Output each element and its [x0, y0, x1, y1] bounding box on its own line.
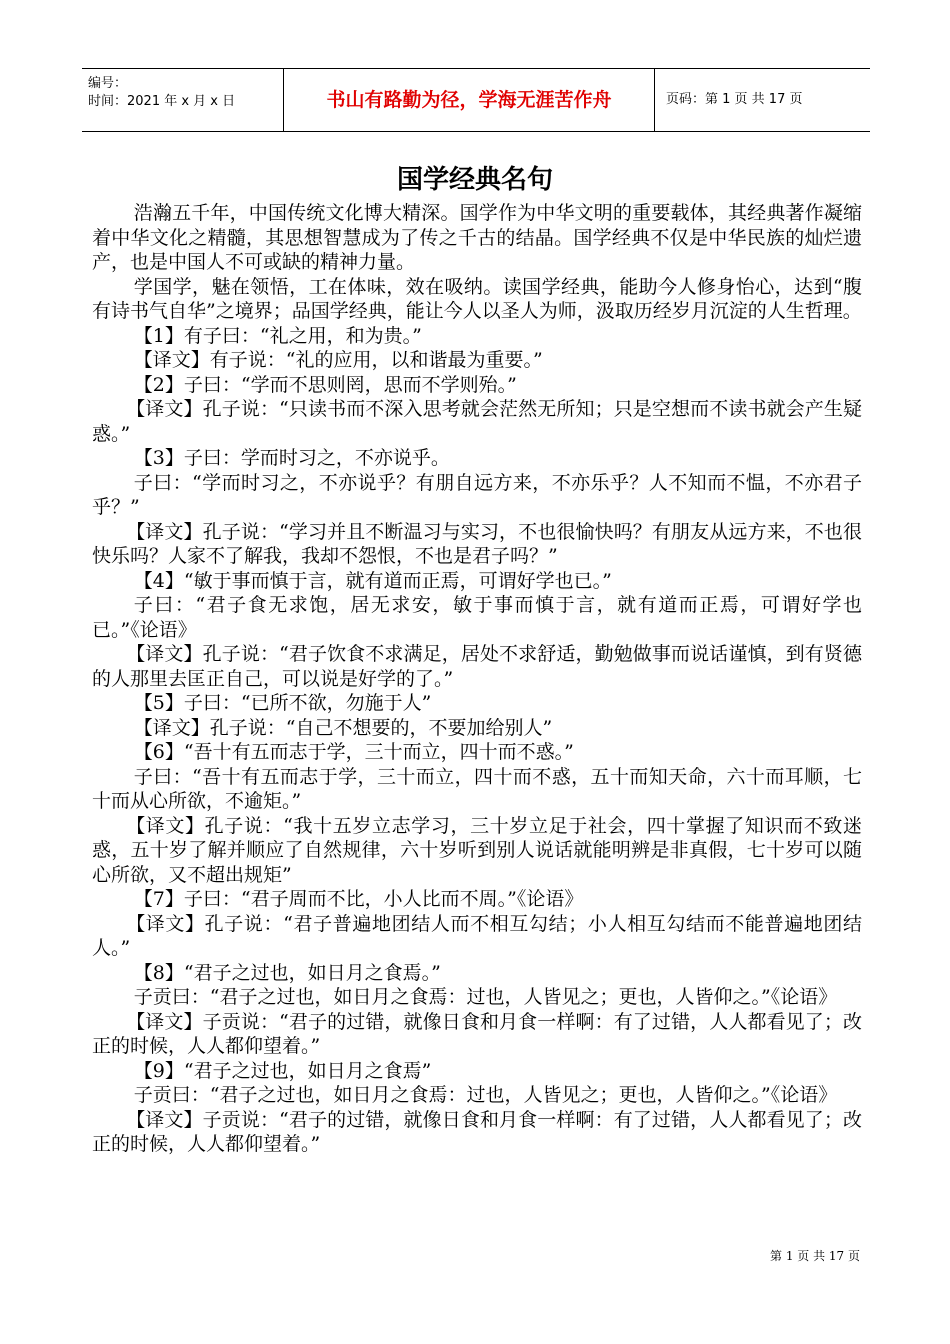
paragraph: 【译文】孔子说：“只读书而不深入思考就会茫然无所知；只是空想而不读书就会产生疑惑。”: [92, 398, 862, 445]
paragraph: 子曰：“君子食无求饱，居无求安，敏于事而慎于言，就有道而正焉，可谓好学也已。”《论语》: [92, 594, 862, 641]
paragraph: 【5】子曰：“已所不欲，勿施于人”: [133, 692, 432, 714]
paragraph: 【1】有子曰：“礼之用，和为贵。”: [133, 324, 422, 347]
paragraph: 【2】子曰：“学而不思则罔，思而不学则殆。”: [133, 373, 517, 396]
paragraph: 【6】“吾十有五而志于学，三十而立，四十而不惑。”: [133, 741, 574, 763]
paragraph: 【4】“敏于事而慎于言，就有道而正焉，可谓好学也已。”: [133, 569, 612, 592]
paragraph: 子贡曰：“君子之过也，如日月之食焉：过也，人皆见之；更也，人皆仰之。”《论语》: [133, 986, 838, 1008]
document-title: 国学经典名句: [396, 165, 553, 195]
paragraph: 子曰：“学而时习之，不亦说乎？有朋自远方来，不亦乐乎？人不知而不愠，不亦君子乎？”: [92, 471, 862, 518]
paragraph: 【译文】孔子说：“君子饮食不求满足，居处不求舒适，勤勉做事而说话谨慎，到有贤德的人那里去匡正自己，可以说是好学的了。”: [92, 643, 862, 690]
serial-label: 编号：: [88, 76, 128, 91]
document-body: [92, 201, 862, 1157]
paragraph: 【译文】有子说：“礼的应用，以和谐最为重要。”: [133, 349, 543, 371]
paragraph: 【译文】孔子说：“自己不想要的，不要加给别人”: [133, 716, 553, 739]
paragraph: 【9】“君子之过也，如日月之食焉”: [133, 1059, 432, 1082]
date-label: 时间：2021 年 x 月 x 日: [88, 94, 236, 109]
paragraph: 子曰：“吾十有五而志于学，三十而立，四十而不惑，五十而知天命，六十而耳顺，七十而从心所欲，不逾矩。”: [92, 765, 862, 812]
paragraph: 子贡曰：“君子之过也，如日月之食焉：过也，人皆见之；更也，人皆仰之。”《论语》: [133, 1084, 838, 1106]
paragraph: 【3】子曰：学而时习之，不亦说乎。: [133, 447, 450, 469]
paragraph: 【译文】子贡说：“君子的过错，就像日食和月食一样啊：有了过错，人人都看见了；改正的时候，人人都仰望着。”: [92, 1108, 862, 1155]
page-header: [82, 68, 870, 132]
header-motto: 书山有路勤为径，学海无涯苦作舟: [326, 89, 612, 111]
paragraph: 【8】“君子之过也，如日月之食焉。”: [133, 961, 441, 984]
header-meta: [88, 75, 235, 111]
paragraph: 【译文】孔子说：“学习并且不断温习与实习，不也很愉快吗？有朋友从远方来，不也很快乐吗？人家不了解我，我却不怨恨，不也是君子吗？”: [92, 520, 862, 567]
paragraph: 【译文】孔子说：“我十五岁立志学习，三十岁立足于社会，四十掌握了知识而不致迷惑，五十岁了解并顺应了自然规律，六十岁听到别人说话就能明辨是非真假，七十岁可以随心所欲，又不超出规矩”: [92, 814, 862, 886]
paragraph: 浩瀚五千年，中国传统文化博大精深。国学作为中华文明的重要载体，其经典著作凝缩着中华文化之精髓，其思想智慧成为了传之千古的结晶。国学经典不仅是中华民族的灿烂遗产，也是中国人不可或缺的精神力量。: [92, 202, 862, 273]
paragraph: 【译文】子贡说：“君子的过错，就像日食和月食一样啊：有了过错，人人都看见了；改正的时候，人人都仰望着。”: [92, 1010, 862, 1057]
header-divider: [654, 69, 655, 131]
paragraph: 【译文】孔子说：“君子普遍地团结人而不相互勾结；小人相互勾结而不能普遍地团结人。”: [92, 912, 862, 959]
header-page-info: 页码：第 1 页 共 17 页: [666, 92, 803, 107]
paragraph: 【7】子曰：“君子周而不比，小人比而不周。”《论语》: [133, 888, 584, 910]
page-footer: 第 1 页 共 17 页: [770, 1249, 860, 1263]
paragraph: 学国学，魅在领悟，工在体味，效在吸纳。读国学经典，能助今人修身怡心，达到“腹有诗书气自华”之境界；品国学经典，能让今人以圣人为师，汲取历经岁月沉淀的人生哲理。: [92, 275, 862, 322]
